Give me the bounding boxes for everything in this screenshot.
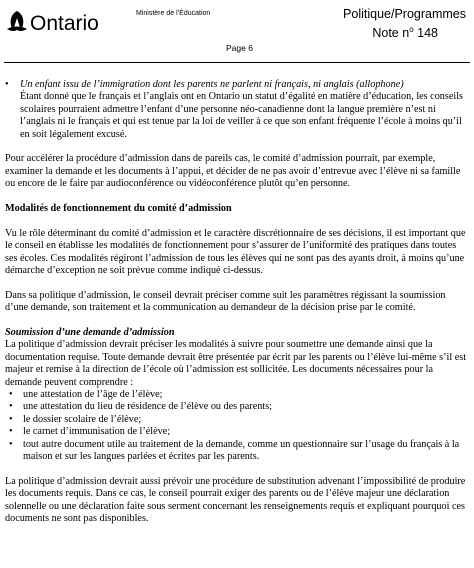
bullet-title: Un enfant issu de l’immigration dont les parents ne parlent ni français, ni anglais (allophone)	[20, 79, 404, 90]
logo-wordmark: Ontario	[30, 12, 99, 35]
ministry-name: Ministère de l’Éducation	[136, 10, 211, 17]
section-heading-modalites: Modalités de fonctionnement du comité d’admission	[5, 203, 232, 215]
list-item	[5, 401, 467, 413]
list-item-text: tout autre document utile au traitement de la demande, comme un questionnaire sur l’usage du français à la maison et sur les langues parlées et écrites par les parents.	[23, 438, 460, 463]
list-item-text: une attestation de l’âge de l’élève;	[23, 389, 163, 401]
document-type: Politique/Programmes	[343, 7, 466, 21]
note-prefix: Note n	[372, 26, 410, 40]
paragraph-accelerate: Pour accélérer la procédure d’admission dans de pareils cas, le comité d’admission pourrait, par exemple, examiner la demande et les documents à l’appui, et décider de ne pas avoir d’entrevue avec l’élève ni sa famille ou encore de le faire par audioconférence ou vidéoconférence plutôt qu’en personne.	[5, 153, 461, 190]
intro-bullet	[5, 79, 467, 141]
bullet-icon: •	[9, 389, 13, 401]
documents-list	[5, 389, 467, 463]
note-value: 148	[417, 26, 438, 40]
list-item	[5, 426, 467, 438]
paragraph-role: Vu le rôle déterminant du comité d’admission et le caractère discrétionnaire de ses décisions, il est important que le conseil en établisse les modalités de fonctionnement pour s’assurer de l’uniformité des pratiques dans toutes ses écoles. Ces modalités régiront l’admission de tous les élèves qui ne sont pas des ayants droit, à moins qu’une démarche d’exception ne soit prévue comme indiqué ci-dessus.	[5, 227, 466, 277]
header-divider	[4, 62, 470, 63]
note-number	[372, 22, 438, 41]
list-item	[5, 439, 467, 464]
page-number: Page 6	[226, 43, 253, 53]
document-body	[5, 79, 467, 526]
list-item-text: une attestation du lieu de résidence de l’élève ou des parents;	[23, 401, 272, 413]
bullet-icon: •	[9, 426, 13, 438]
section-heading-soumission: Soumission d’une demande d’admission	[5, 327, 175, 339]
trillium-icon	[7, 11, 27, 31]
ontario-logo	[3, 4, 105, 38]
bullet-text: Étant donné que le français et l’anglais ont en Ontario un statut d’égalité en matière d’éducation, les conseils scolaires pourraient admettre l’enfant d’une personne néo-canadienne dont la langue première n’est ni l’anglais ni le français et qui est tenue par la loi de veiller à ce que son enfant fréquente l’école à moins qu’il en soit légalement excusé.	[20, 91, 464, 140]
paragraph-substitution: La politique d’admission devrait aussi prévoir une procédure de substitution advenant l’impossibilité de produire les documents requis. Dans ce cas, le conseil pourrait exiger des parents ou de l’élève majeur une déclaration solennelle ou une déclaration faite sous serment concernant les renseignements requis et expliquant pourquoi ces documents ne sont pas disponibles.	[5, 475, 466, 525]
bullet-icon: •	[5, 79, 9, 90]
paragraph-soumission: La politique d’admission devrait préciser les modalités à suivre pour soumettre une demande ainsi que la documentation requise. Toute demande devrait être présentée par écrit par les parents ou l’élève lui-même s’il est majeur et remise à la direction de l’école où l’admission est sollicitée. Les documents nécessaires pour la demande peuvent comprendre :	[5, 339, 467, 388]
list-item	[5, 389, 467, 401]
note-superscript: o	[409, 25, 414, 34]
list-item-text: le dossier scolaire de l’élève;	[23, 413, 142, 425]
bullet-icon: •	[9, 438, 13, 450]
list-item	[5, 414, 467, 426]
bullet-icon: •	[9, 401, 13, 413]
bullet-icon: •	[9, 413, 13, 425]
list-item-text: le carnet d’immunisation de l’élève;	[23, 426, 171, 438]
paragraph-parametres: Dans sa politique d’admission, le conseil devrait préciser comme suit les paramètres régissant la soumission d’une demande, son traitement et la communication au demandeur de la décision prise par le comité.	[5, 289, 446, 314]
